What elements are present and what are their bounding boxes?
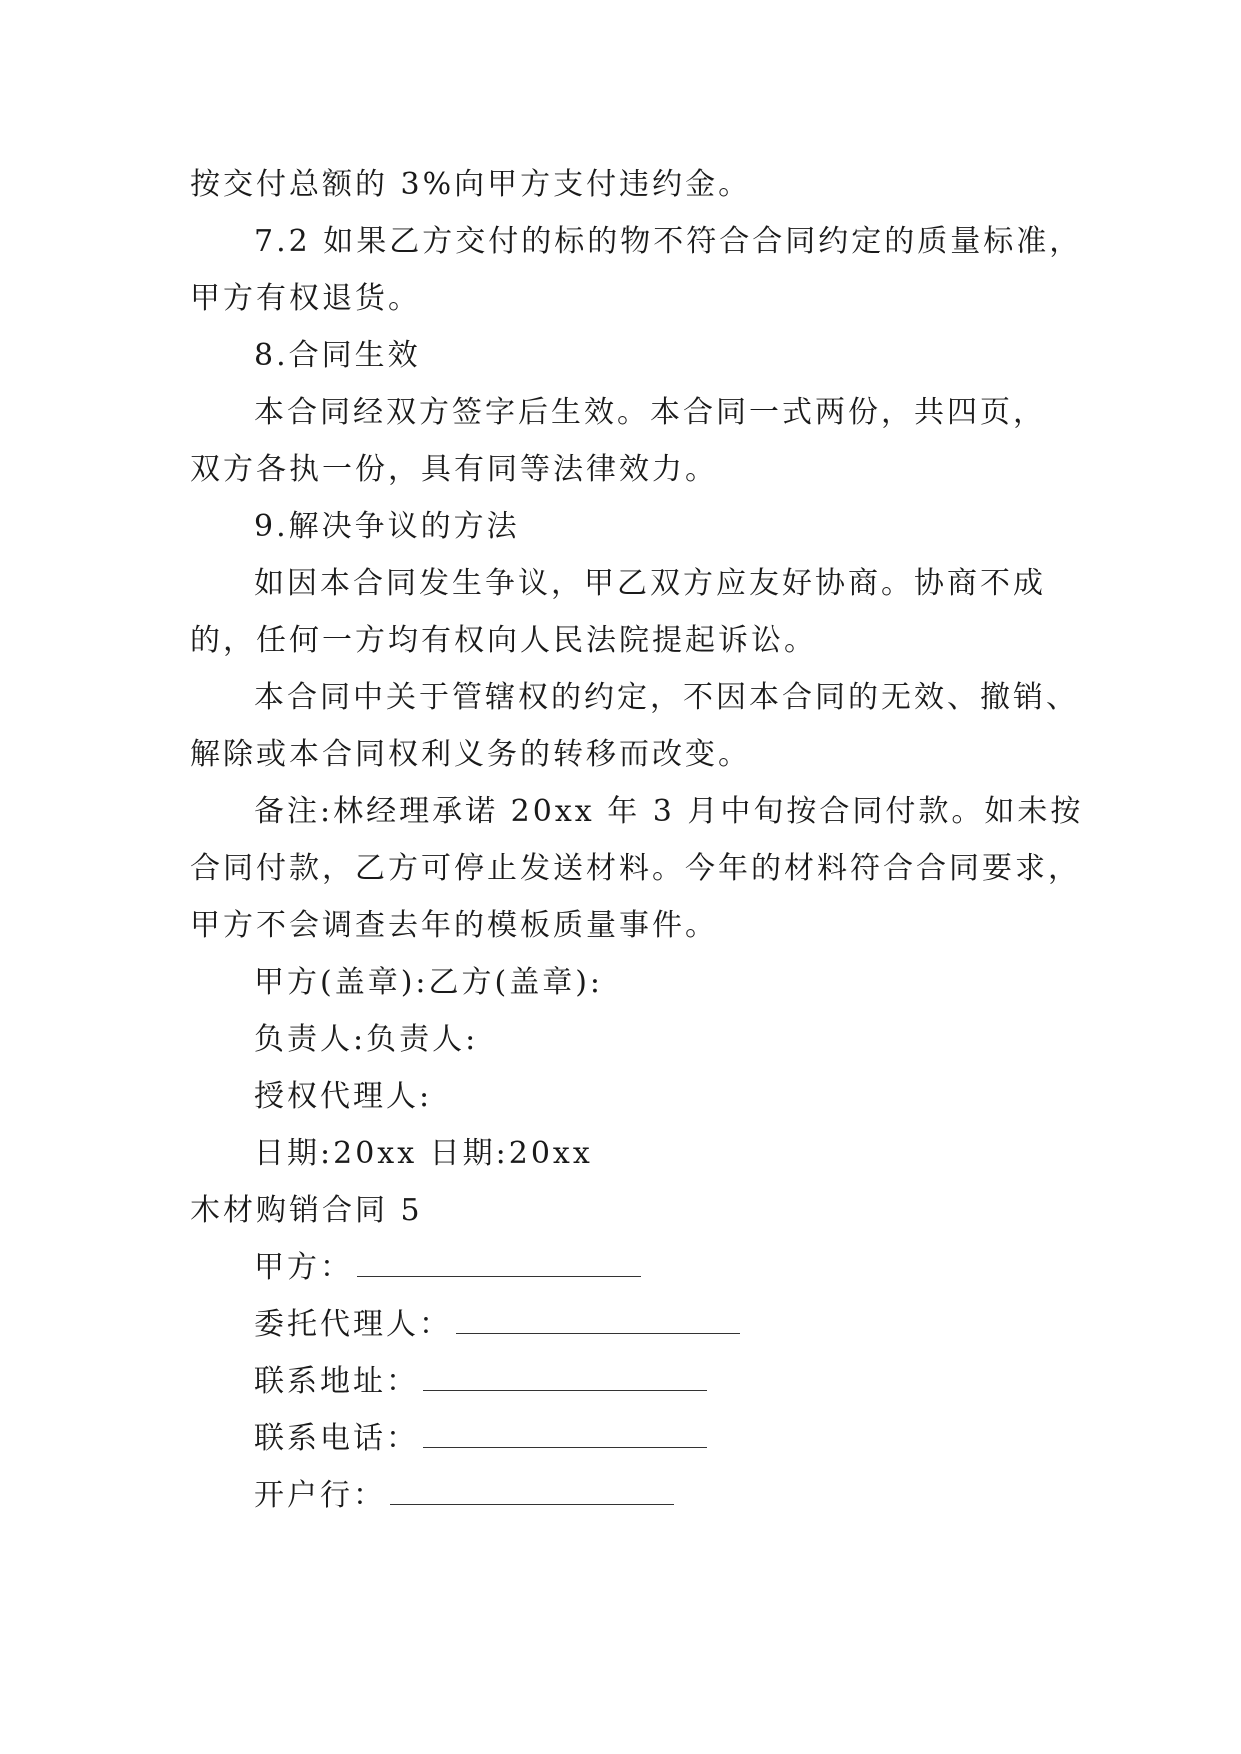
paragraph-line: 如因本合同发生争议，甲乙双方应友好协商。协商不成 [254,566,1046,601]
paragraph-line: 本合同经双方签字后生效。本合同一式两份，共四页， [254,395,1046,430]
remark-line: 甲方不会调查去年的模板质量事件。 [190,908,718,943]
signature-date-line: 日期:20xx 日期:20xx [254,1136,593,1171]
clause-7-2-line: 7.2 如果乙方交付的标的物不符合合同约定的质量标准， [254,224,1083,259]
signature-seal-line: 甲方(盖章):乙方(盖章): [254,965,604,1000]
paragraph-line: 本合同中关于管辖权的约定，不因本合同的无效、撤销、 [254,680,1079,715]
contract-title: 木材购销合同 5 [190,1193,423,1228]
signature-agent-line: 授权代理人: [254,1079,433,1114]
field-label: 开户行： [254,1478,386,1513]
field-label: 联系电话： [254,1421,419,1456]
field-blank [456,1305,740,1334]
field-blank [390,1476,674,1505]
paragraph-line: 双方各执一份，具有同等法律效力。 [190,452,718,487]
field-blank [357,1248,641,1277]
agent-field [254,1305,740,1345]
paragraph-line: 甲方有权退货。 [190,281,421,316]
field-label: 甲方： [254,1250,353,1285]
signature-responsible-line: 负责人:负责人: [254,1022,479,1057]
section-heading-9: 9.解决争议的方法 [254,509,520,544]
paragraph-line: 按交付总额的 3%向甲方支付违约金。 [190,167,752,202]
field-label: 联系地址： [254,1364,419,1399]
bank-field [254,1476,674,1516]
paragraph-line: 解除或本合同权利义务的转移而改变。 [190,737,751,772]
field-label: 委托代理人： [254,1307,452,1342]
paragraph-line: 的，任何一方均有权向人民法院提起诉讼。 [190,623,817,658]
field-blank [423,1362,707,1391]
remark-line: 备注:林经理承诺 20xx 年 3 月中旬按合同付款。如未按 [254,794,1084,829]
section-heading-8: 8.合同生效 [254,338,421,373]
remark-line: 合同付款，乙方可停止发送材料。今年的材料符合合同要求， [190,851,1081,886]
phone-field [254,1419,707,1459]
party-a-field [254,1248,641,1288]
address-field [254,1362,707,1402]
field-blank [423,1419,707,1448]
